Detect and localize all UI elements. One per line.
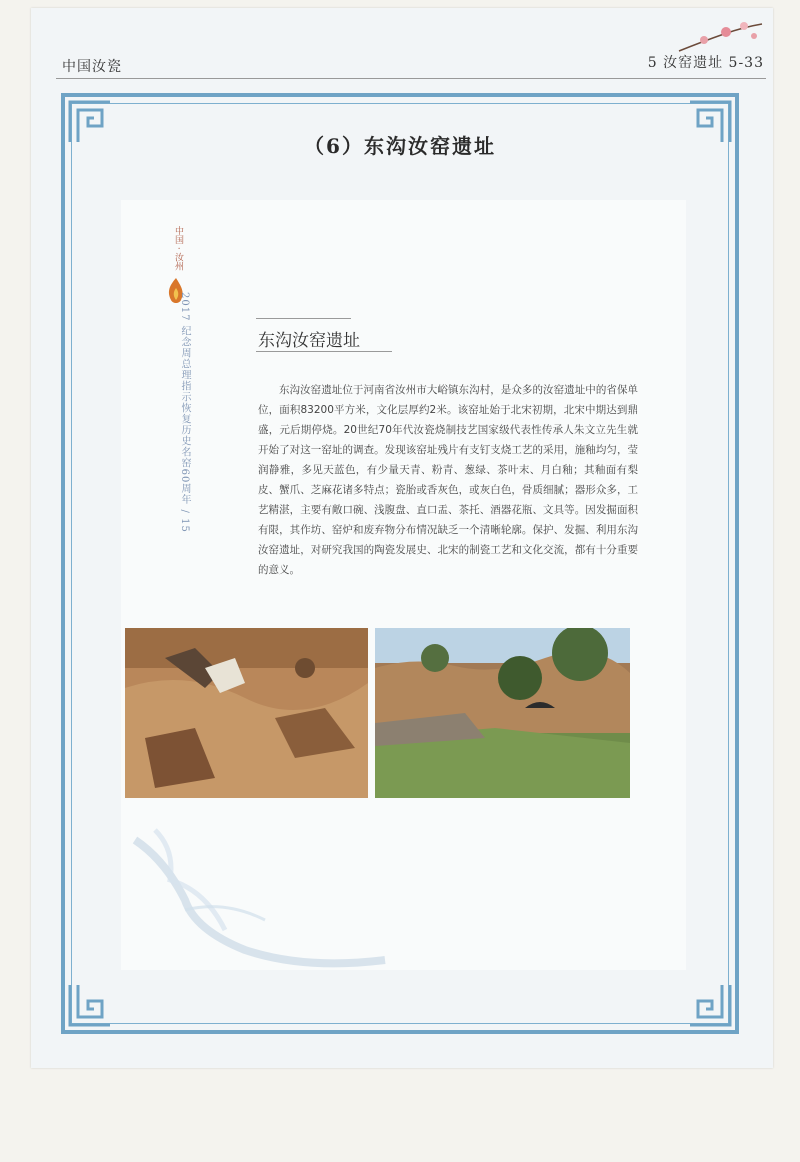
plum-blossom-decoration — [674, 16, 764, 56]
kiln-site-soil-photo — [125, 628, 368, 798]
header-left: 中国汝瓷 — [62, 59, 122, 75]
heading-rule-top — [256, 318, 351, 319]
header-divider — [56, 78, 766, 79]
ink-crane-decoration — [125, 820, 425, 980]
sidebar-top-text: 中国 · 汝州 — [173, 226, 183, 271]
sidebar-vertical-text: 2017 纪念周总理指示恢复历史名窑60周年 / 15 — [179, 292, 190, 533]
kiln-site-landscape-photo — [375, 628, 630, 798]
article-paragraph: 东沟汝窑遗址位于河南省汝州市大峪镇东沟村，是众多的汝窑遗址中的省保单位，面积83200平方米，文化层厚约2米。该窑址始于北宋初期，北宋中期达到鼎盛，元后期停烧。20世纪70年代汝瓷烧制技艺国家级代表性传承人朱文立先生就开始了对这一窑址的调查。发现该窑址残片有支钉支烧工艺的采用，施釉均匀，莹润静雅，多见天蓝色，有少量天青、粉青、葱绿、茶叶末、月白釉；其釉面有梨皮、蟹爪、芝麻花诸多特点；瓷胎或香灰色，或灰白色，骨质细腻；器形众多，工艺精湛，主要有敞口碗、浅腹盘、直口盂、茶托、酒器花瓶、文具等。因发掘面积有限，其作坊、窑炉和废弃物分布情况缺乏一个清晰轮廓。保护、发掘、利用东沟汝窑遗址，对研究我国的陶瓷发展史、北宋的制瓷工艺和文化交流，都有十分重要的意义。 — [258, 384, 638, 576]
page-title: （6）东沟汝窑遗址 — [304, 134, 496, 158]
heading-rule-bottom — [256, 351, 392, 352]
fret-corner-bottom-right — [688, 983, 732, 1027]
article-heading: 东沟汝窑遗址 — [258, 331, 360, 351]
fret-corner-bottom-left — [68, 983, 112, 1027]
header-right: 5 汝窑遗址 5-33 — [647, 55, 764, 71]
